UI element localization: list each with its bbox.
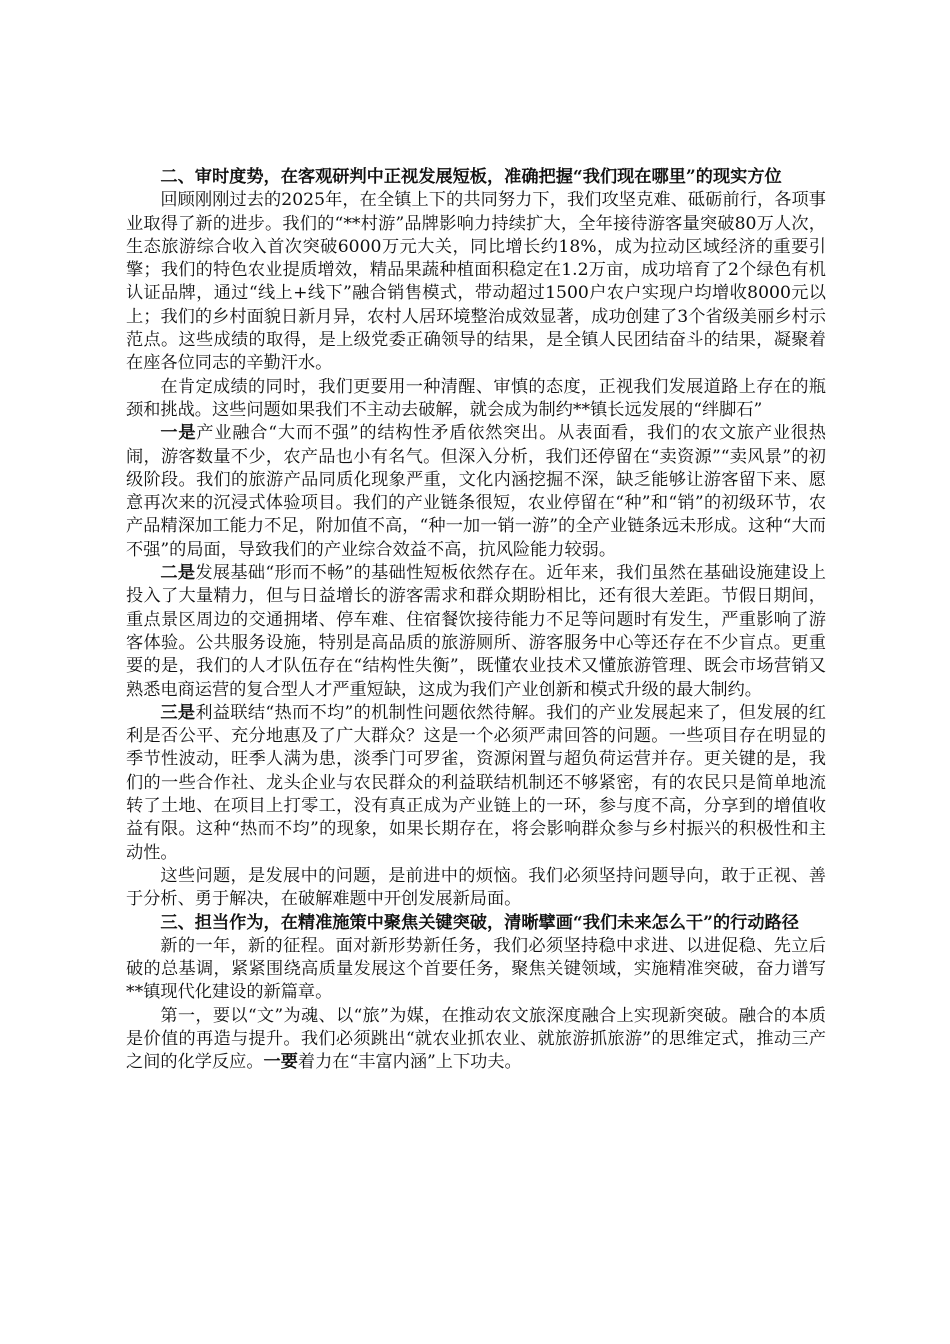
document-page bbox=[126, 166, 826, 1075]
point-one-text: 产业融合“大而不强”的结构性矛盾依然突出。从表面看，我们的农文旅产业很热闹，游客数量不少，农产品也小有名气。但深入分析，我们还停留在“卖资源”“卖风景”的初级阶段。我们的旅游产品同质化现象严重，文化内涵挖掘不深，缺乏能够让游客留下来、愿意再次来的沉浸式体验项目。我们的产业链条很短，农业停留在“种”和“销”的初级环节，农产品精深加工能力不足，附加值不高，“种一加一销一游”的全产业链条远未形成。这种“大而不强”的局面，导致我们的产业综合效益不高，抗风险能力较弱。 bbox=[126, 423, 826, 560]
point-two-text: 发展基础“形而不畅”的基础性短板依然存在。近年来，我们虽然在基础设施建设上投入了大量精力，但与日益增长的游客需求和群众期盼相比，还有很大差距。节假日期间，重点景区周边的交通拥堵、停车难、住宿餐饮接待能力不足等问题时有发生，严重影响了游客体验。公共服务设施，特别是高品质的旅游厕所、游客服务中心等还存在不少盲点。更重要的是，我们的人才队伍存在“结构性失衡”，既懂农业技术又懂旅游管理、既会市场营销又熟悉电商运营的复合型人才严重短缺，这成为我们产业创新和模式升级的最大制约。 bbox=[126, 563, 826, 700]
section-2-paragraph-2: 在肯定成绩的同时，我们更要用一种清醒、审慎的态度，正视我们发展道路上存在的瓶颈和挑战。这些问题如果我们不主动去破解，就会成为制约**镇长远发展的“绊脚石” bbox=[126, 376, 826, 420]
section-3-paragraph-1: 新的一年，新的征程。面对新形势新任务，我们必须坚持稳中求进、以进促稳、先立后破的总基调，紧紧围绕高质量发展这个首要任务，聚焦关键领域，实施精准突破，奋力谱写**镇现代化建设的新篇章。 bbox=[126, 935, 826, 1003]
section-2-heading: 二、审时度势，在客观研判中正视发展短板，准确把握“我们现在哪里”的现实方位 bbox=[160, 167, 782, 187]
point-one-lead: 一是 bbox=[160, 423, 197, 444]
section-2-paragraph-5 bbox=[126, 702, 826, 865]
first-measure-lead: 一要 bbox=[263, 1052, 298, 1073]
first-measure-tail: 着力在“丰富内涵”上下功夫。 bbox=[297, 1052, 522, 1073]
section-3-paragraph-2 bbox=[126, 1005, 826, 1075]
section-2-paragraph-3 bbox=[126, 422, 826, 562]
section-2-paragraph-6: 这些问题，是发展中的问题，是前进中的烦恼。我们必须坚持问题导向，敢于正视、善于分析、勇于解决，在破解难题中开创发展新局面。 bbox=[126, 865, 826, 910]
first-measure-text: 第一，要以“文”为魂、以“旅”为媒，在推动农文旅深度融合上实现新突破。融合的本质是价值的再造与提升。我们必须跳出“就农业抓农业、就旅游抓旅游”的思维定式，推动三产之间的化学反应。 bbox=[126, 1005, 826, 1073]
point-three-lead: 三是 bbox=[160, 702, 196, 723]
section-2-paragraph-1: 回顾刚刚过去的2025年，在全镇上下的共同努力下，我们攻坚克难、砥砺前行，各项事业取得了新的进步。我们的“**村游”品牌影响力持续扩大，全年接待游客量突破80万人次，生态旅游综合收入首次突破6000万元大关，同比增长约18%，成为拉动区域经济的重要引擎；我们的特色农业提质增效，精品果蔬种植面积稳定在1.2万亩，成功培育了2个绿色有机认证品牌，通过“线上+线下”融合销售模式，带动超过1500户农户实现户均增收8000元以上；我们的乡村面貌日新月异，农村人居环境整治成效显著，成功创建了3个省级美丽乡村示范点。这些成绩的取得，是上级党委正确领导的结果，是全镇人民团结奋斗的结果，凝聚着在座各位同志的辛勤汗水。 bbox=[126, 190, 826, 374]
section-2-paragraph-4 bbox=[126, 562, 826, 702]
point-two-lead: 二是 bbox=[160, 563, 196, 584]
point-three-text: 利益联结“热而不均”的机制性问题依然待解。我们的产业发展起来了，但发展的红利是否公平、充分地惠及了广大群众？这是一个必须严肃回答的问题。一些项目存在明显的季节性波动，旺季人满为患，淡季门可罗雀，资源闲置与超负荷运营并存。更关键的是，我们的一些合作社、龙头企业与农民群众的利益联结机制还不够紧密，有的农民只是简单地流转了土地、在项目上打零工，没有真正成为产业链上的一环，参与度不高，分享到的增值收益有限。这种“热而不均”的现象，如果长期存在，将会影响群众参与乡村振兴的积极性和主动性。 bbox=[126, 702, 826, 863]
section-3-heading: 三、担当作为，在精准施策中聚焦关键突破，清晰擘画“我们未来怎么干”的行动路径 bbox=[160, 912, 799, 933]
